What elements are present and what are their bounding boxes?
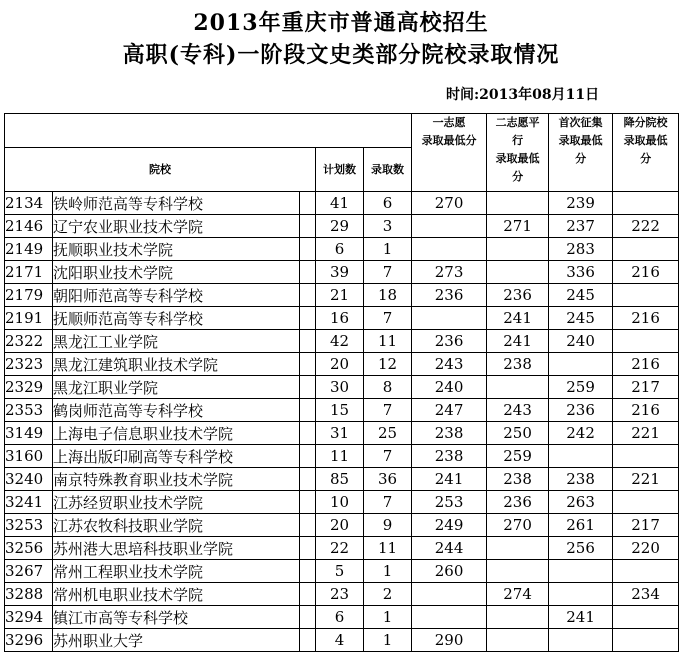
lowered-score-cell: 216	[613, 399, 679, 422]
table-row	[5, 583, 679, 606]
lowered-score-cell: 217	[613, 514, 679, 537]
spacer-cell	[300, 422, 316, 445]
plan-count-cell: 41	[316, 192, 364, 215]
second-parallel-score-cell	[487, 629, 549, 652]
spacer-cell	[300, 330, 316, 353]
school-code-cell: 2134	[5, 192, 53, 215]
first-solicit-score-cell: 263	[549, 491, 613, 514]
first-choice-score-cell: 270	[412, 192, 487, 215]
first-solicit-score-cell: 245	[549, 284, 613, 307]
school-code-cell: 3241	[5, 491, 53, 514]
school-name-cell: 黑龙江工业学院	[53, 330, 300, 353]
spacer-cell	[300, 284, 316, 307]
plan-count-cell: 21	[316, 284, 364, 307]
table-row	[5, 307, 679, 330]
plan-count-cell: 6	[316, 606, 364, 629]
spacer-cell	[300, 399, 316, 422]
plan-count-cell: 15	[316, 399, 364, 422]
school-name-cell: 镇江市高等专科学校	[53, 606, 300, 629]
admitted-count-cell: 7	[364, 261, 412, 284]
school-name-cell: 辽宁农业职业技术学院	[53, 215, 300, 238]
spacer-cell	[300, 629, 316, 652]
first-solicit-score-cell: 256	[549, 537, 613, 560]
col-second-parallel: 二志愿平 行 录取最低 分	[487, 114, 549, 192]
first-solicit-score-cell: 259	[549, 376, 613, 399]
second-parallel-score-cell: 241	[487, 307, 549, 330]
lowered-score-cell: 216	[613, 353, 679, 376]
spacer-cell	[300, 353, 316, 376]
plan-count-cell: 30	[316, 376, 364, 399]
second-parallel-score-cell: 238	[487, 468, 549, 491]
school-code-cell: 2329	[5, 376, 53, 399]
second-parallel-score-cell	[487, 238, 549, 261]
table-row	[5, 353, 679, 376]
spacer-cell	[300, 468, 316, 491]
table-row	[5, 215, 679, 238]
lowered-score-cell: 216	[613, 261, 679, 284]
school-code-cell: 2149	[5, 238, 53, 261]
admitted-count-cell: 11	[364, 537, 412, 560]
school-name-cell: 抚顺师范高等专科学校	[53, 307, 300, 330]
table-row	[5, 284, 679, 307]
plan-count-cell: 11	[316, 445, 364, 468]
lowered-score-cell	[613, 238, 679, 261]
plan-count-cell: 23	[316, 583, 364, 606]
first-choice-score-cell: 241	[412, 468, 487, 491]
first-choice-score-cell: 240	[412, 376, 487, 399]
admitted-count-cell: 7	[364, 399, 412, 422]
lowered-score-cell	[613, 606, 679, 629]
lowered-score-cell	[613, 629, 679, 652]
page-title-line2: 高职(专科)一阶段文史类部分院校录取情况	[122, 42, 560, 68]
school-name-cell: 常州工程职业技术学院	[53, 560, 300, 583]
table-row	[5, 238, 679, 261]
first-choice-score-cell: 253	[412, 491, 487, 514]
col-plan: 计划数	[316, 148, 364, 192]
lowered-score-cell: 221	[613, 468, 679, 491]
admitted-count-cell: 11	[364, 330, 412, 353]
header-blank	[5, 114, 412, 148]
school-name-cell: 朝阳师范高等专科学校	[53, 284, 300, 307]
first-choice-score-cell	[412, 583, 487, 606]
lowered-score-cell	[613, 192, 679, 215]
admitted-count-cell: 1	[364, 606, 412, 629]
spacer-cell	[300, 376, 316, 399]
plan-count-cell: 16	[316, 307, 364, 330]
table-row	[5, 537, 679, 560]
table-row	[5, 629, 679, 652]
plan-count-cell: 85	[316, 468, 364, 491]
lowered-score-cell: 217	[613, 376, 679, 399]
school-code-cell: 2191	[5, 307, 53, 330]
first-choice-score-cell: 247	[412, 399, 487, 422]
first-solicit-score-cell: 241	[549, 606, 613, 629]
admitted-count-cell: 1	[364, 560, 412, 583]
school-code-cell: 2146	[5, 215, 53, 238]
second-parallel-score-cell: 236	[487, 491, 549, 514]
first-choice-score-cell: 290	[412, 629, 487, 652]
plan-count-cell: 39	[316, 261, 364, 284]
spacer-cell	[300, 261, 316, 284]
second-parallel-score-cell: 238	[487, 353, 549, 376]
first-choice-score-cell	[412, 606, 487, 629]
first-solicit-score-cell: 283	[549, 238, 613, 261]
school-name-cell: 常州机电职业技术学院	[53, 583, 300, 606]
plan-count-cell: 6	[316, 238, 364, 261]
school-name-cell: 南京特殊教育职业技术学院	[53, 468, 300, 491]
school-code-cell: 3296	[5, 629, 53, 652]
second-parallel-score-cell: 271	[487, 215, 549, 238]
second-parallel-score-cell	[487, 606, 549, 629]
first-choice-score-cell: 249	[412, 514, 487, 537]
school-name-cell: 沈阳职业技术学院	[53, 261, 300, 284]
admitted-count-cell: 3	[364, 215, 412, 238]
second-parallel-score-cell: 274	[487, 583, 549, 606]
first-solicit-score-cell	[549, 445, 613, 468]
second-parallel-score-cell: 241	[487, 330, 549, 353]
lowered-score-cell: 222	[613, 215, 679, 238]
lowered-score-cell	[613, 445, 679, 468]
first-solicit-score-cell	[549, 629, 613, 652]
first-choice-score-cell: 238	[412, 445, 487, 468]
plan-count-cell: 31	[316, 422, 364, 445]
admitted-count-cell: 2	[364, 583, 412, 606]
plan-count-cell: 4	[316, 629, 364, 652]
col-school: 院校	[5, 148, 316, 192]
second-parallel-score-cell	[487, 560, 549, 583]
table-row	[5, 192, 679, 215]
admitted-count-cell: 1	[364, 238, 412, 261]
school-code-cell: 2353	[5, 399, 53, 422]
school-code-cell: 2323	[5, 353, 53, 376]
col-first-choice: 一志愿 录取最低分	[412, 114, 487, 192]
table-row	[5, 399, 679, 422]
spacer-cell	[300, 445, 316, 468]
second-parallel-score-cell: 250	[487, 422, 549, 445]
lowered-score-cell: 216	[613, 307, 679, 330]
school-code-cell: 3267	[5, 560, 53, 583]
page-title-line1: 2013年重庆市普通高校招生	[193, 10, 489, 36]
school-name-cell: 铁岭师范高等专科学校	[53, 192, 300, 215]
school-name-cell: 黑龙江职业学院	[53, 376, 300, 399]
second-parallel-score-cell	[487, 376, 549, 399]
first-choice-score-cell	[412, 215, 487, 238]
table-row	[5, 468, 679, 491]
plan-count-cell: 5	[316, 560, 364, 583]
admission-table	[4, 113, 679, 652]
table-row	[5, 422, 679, 445]
plan-count-cell: 20	[316, 353, 364, 376]
table-row	[5, 376, 679, 399]
table-row	[5, 606, 679, 629]
plan-count-cell: 29	[316, 215, 364, 238]
second-parallel-score-cell: 236	[487, 284, 549, 307]
admitted-count-cell: 8	[364, 376, 412, 399]
admitted-count-cell: 7	[364, 445, 412, 468]
first-solicit-score-cell: 261	[549, 514, 613, 537]
lowered-score-cell	[613, 560, 679, 583]
school-name-cell: 上海出版印刷高等专科学校	[53, 445, 300, 468]
col-first-solicit: 首次征集 录取最低 分	[549, 114, 613, 192]
first-solicit-score-cell: 236	[549, 399, 613, 422]
publish-time: 时间:2013年08月11日	[446, 87, 600, 103]
first-solicit-score-cell: 240	[549, 330, 613, 353]
school-code-cell: 3240	[5, 468, 53, 491]
first-solicit-score-cell: 336	[549, 261, 613, 284]
admitted-count-cell: 6	[364, 192, 412, 215]
first-solicit-score-cell	[549, 583, 613, 606]
admitted-count-cell: 9	[364, 514, 412, 537]
first-solicit-score-cell: 242	[549, 422, 613, 445]
spacer-cell	[300, 514, 316, 537]
lowered-score-cell	[613, 491, 679, 514]
spacer-cell	[300, 491, 316, 514]
admitted-count-cell: 7	[364, 491, 412, 514]
table-row	[5, 491, 679, 514]
school-code-cell: 3160	[5, 445, 53, 468]
plan-count-cell: 22	[316, 537, 364, 560]
first-choice-score-cell: 243	[412, 353, 487, 376]
lowered-score-cell	[613, 284, 679, 307]
first-solicit-score-cell: 238	[549, 468, 613, 491]
school-name-cell: 抚顺职业技术学院	[53, 238, 300, 261]
admitted-count-cell: 1	[364, 629, 412, 652]
admitted-count-cell: 12	[364, 353, 412, 376]
second-parallel-score-cell	[487, 192, 549, 215]
col-lowered-score: 降分院校 录取最低 分	[613, 114, 679, 192]
table-row	[5, 261, 679, 284]
second-parallel-score-cell: 270	[487, 514, 549, 537]
school-code-cell: 3294	[5, 606, 53, 629]
school-name-cell: 鹤岗师范高等专科学校	[53, 399, 300, 422]
spacer-cell	[300, 192, 316, 215]
first-solicit-score-cell: 245	[549, 307, 613, 330]
school-code-cell: 3253	[5, 514, 53, 537]
school-code-cell: 3149	[5, 422, 53, 445]
second-parallel-score-cell	[487, 261, 549, 284]
first-choice-score-cell: 236	[412, 330, 487, 353]
spacer-cell	[300, 238, 316, 261]
lowered-score-cell: 234	[613, 583, 679, 606]
admitted-count-cell: 18	[364, 284, 412, 307]
second-parallel-score-cell: 243	[487, 399, 549, 422]
school-name-cell: 上海电子信息职业技术学院	[53, 422, 300, 445]
first-solicit-score-cell: 239	[549, 192, 613, 215]
school-name-cell: 江苏农牧科技职业学院	[53, 514, 300, 537]
admitted-count-cell: 25	[364, 422, 412, 445]
first-solicit-score-cell: 237	[549, 215, 613, 238]
lowered-score-cell	[613, 330, 679, 353]
table-row	[5, 445, 679, 468]
school-code-cell: 2179	[5, 284, 53, 307]
plan-count-cell: 20	[316, 514, 364, 537]
school-name-cell: 苏州港大思培科技职业学院	[53, 537, 300, 560]
school-code-cell: 2171	[5, 261, 53, 284]
first-choice-score-cell: 244	[412, 537, 487, 560]
school-code-cell: 3256	[5, 537, 53, 560]
table-row	[5, 560, 679, 583]
spacer-cell	[300, 606, 316, 629]
first-choice-score-cell: 238	[412, 422, 487, 445]
school-name-cell: 黑龙江建筑职业技术学院	[53, 353, 300, 376]
lowered-score-cell: 220	[613, 537, 679, 560]
spacer-cell	[300, 215, 316, 238]
spacer-cell	[300, 307, 316, 330]
first-choice-score-cell: 236	[412, 284, 487, 307]
first-choice-score-cell: 273	[412, 261, 487, 284]
table-row	[5, 514, 679, 537]
header-row-top	[5, 114, 679, 148]
table-row	[5, 330, 679, 353]
first-choice-score-cell	[412, 307, 487, 330]
plan-count-cell: 10	[316, 491, 364, 514]
admitted-count-cell: 7	[364, 307, 412, 330]
school-name-cell: 江苏经贸职业技术学院	[53, 491, 300, 514]
first-solicit-score-cell	[549, 353, 613, 376]
plan-count-cell: 42	[316, 330, 364, 353]
lowered-score-cell: 221	[613, 422, 679, 445]
second-parallel-score-cell: 259	[487, 445, 549, 468]
admitted-count-cell: 36	[364, 468, 412, 491]
school-code-cell: 3288	[5, 583, 53, 606]
spacer-cell	[300, 537, 316, 560]
first-choice-score-cell	[412, 238, 487, 261]
spacer-cell	[300, 583, 316, 606]
school-name-cell: 苏州职业大学	[53, 629, 300, 652]
spacer-cell	[300, 560, 316, 583]
school-code-cell: 2322	[5, 330, 53, 353]
first-solicit-score-cell	[549, 560, 613, 583]
first-choice-score-cell: 260	[412, 560, 487, 583]
second-parallel-score-cell	[487, 537, 549, 560]
col-admitted: 录取数	[364, 148, 412, 192]
